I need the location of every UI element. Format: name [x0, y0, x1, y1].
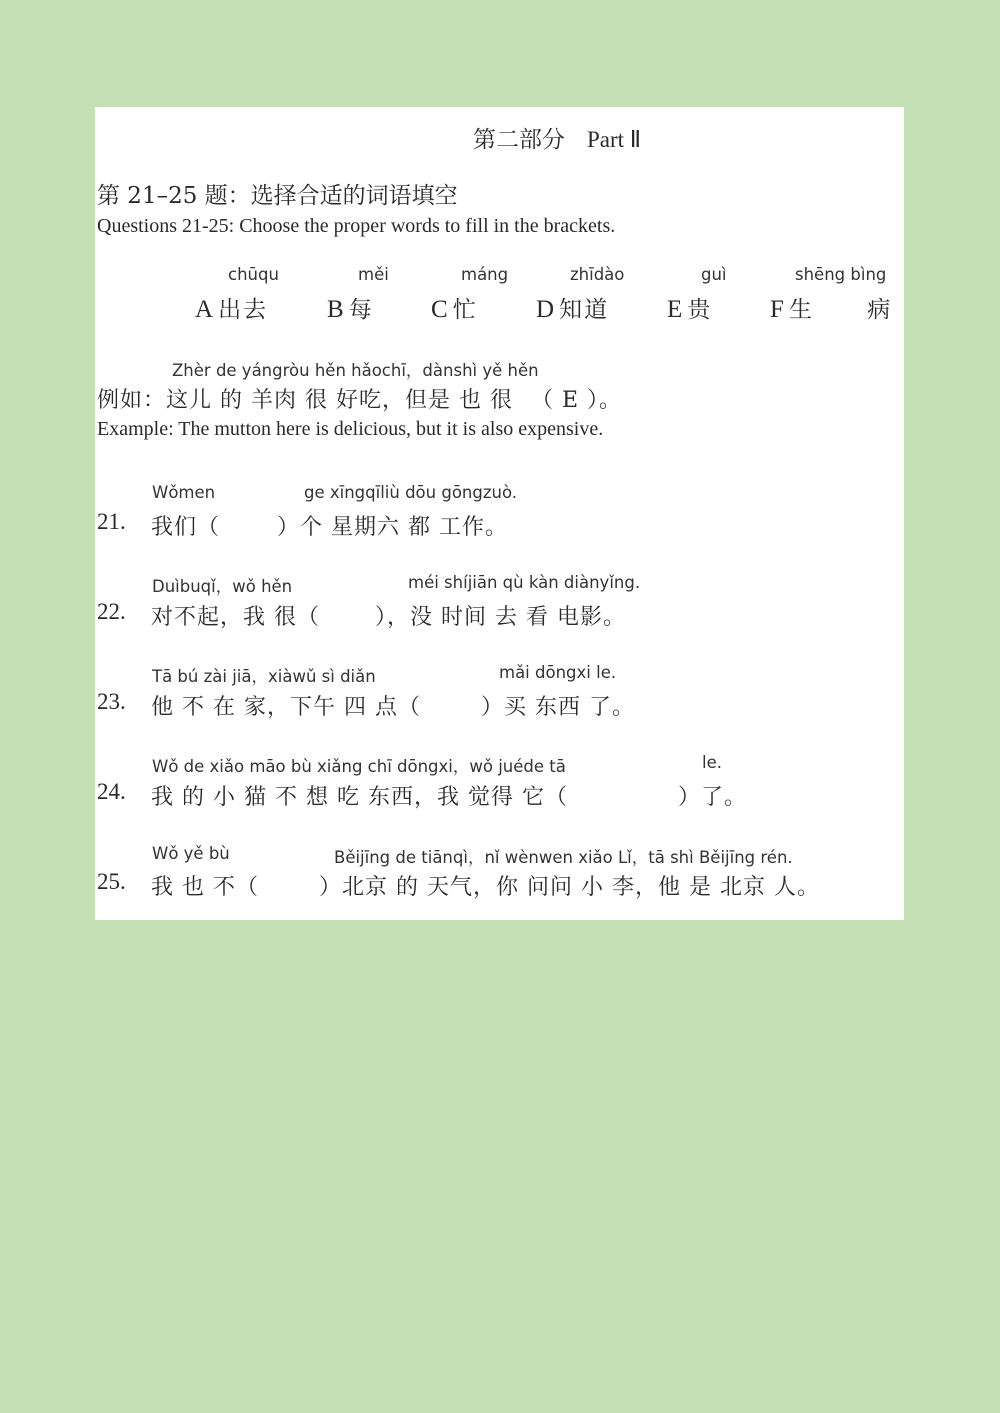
option-d-pinyin: zhīdào: [570, 265, 625, 284]
q21-zh-a: 我们（: [151, 515, 221, 540]
q22-number: 22.: [97, 599, 126, 624]
q23-pinyin-b: mǎi dōngxi le.: [499, 663, 617, 682]
q25-pinyin-b: Běijīng de tiānqì，nǐ wènwen xiǎo Lǐ，tā shì Běijīng rén.: [334, 848, 793, 867]
example-zh: 这儿 的 羊肉 很 好吃，但是 也 很: [166, 388, 513, 413]
option-e-pinyin: guì: [701, 265, 727, 284]
q22-pinyin-a: Duìbuqǐ，wǒ hěn: [152, 577, 293, 596]
q21-pinyin-a: Wǒmen: [152, 483, 216, 502]
option-d-word: 知道: [559, 297, 610, 323]
section-title-zh: 第二部分: [473, 127, 565, 153]
example-answer: （ E ）。: [530, 388, 623, 413]
option-b-word: 每: [348, 297, 374, 323]
q23-zh-b: ）买 东西 了。: [481, 695, 635, 720]
option-c-letter: C: [431, 296, 448, 323]
option-c-word: 忙: [452, 297, 478, 323]
option-f-word: 生 病: [789, 297, 915, 323]
q23-number: 23.: [97, 689, 126, 714]
option-a-word: 出去: [218, 297, 269, 323]
option-f: [770, 291, 914, 324]
instructions-en: Questions 21-25: Choose the proper words to fill in the brackets.: [97, 215, 616, 237]
q24-pinyin-b: le.: [702, 753, 722, 772]
option-b: [327, 291, 374, 324]
q24-pinyin-a: Wǒ de xiǎo māo bù xiǎng chī dōngxi，wǒ juéde tā: [152, 757, 566, 776]
q22-zh-a: 对不起，我 很（: [151, 605, 320, 630]
q21-number: 21.: [97, 509, 126, 534]
q22-zh-b: ），没 时间 去 看 电影。: [375, 605, 626, 630]
option-c: [431, 291, 478, 324]
example-translation: Example: The mutton here is delicious, but it is also expensive.: [97, 418, 604, 440]
option-c-pinyin: máng: [461, 265, 509, 284]
example-pinyin: Zhèr de yángròu hěn hǎochī，dànshì yě hěn: [172, 361, 539, 380]
option-a-letter: A: [195, 296, 214, 323]
q23-zh-a: 他 不 在 家，下午 四 点（: [151, 695, 421, 720]
q24-zh-b: ）了。: [678, 785, 748, 810]
option-a-pinyin: chūqu: [228, 265, 279, 284]
q24-zh-a: 我 的 小 猫 不 想 吃 东西，我 觉得 它（: [151, 785, 568, 810]
section-title: [473, 121, 641, 154]
option-e-letter: E: [667, 296, 683, 323]
option-f-letter: F: [770, 296, 784, 323]
instructions-zh: 第 21–25 题：选择合适的词语填空: [97, 183, 458, 209]
q25-number: 25.: [97, 869, 126, 894]
option-d-letter: D: [536, 296, 555, 323]
q22-pinyin-b: méi shíjiān qù kàn diànyǐng.: [408, 573, 641, 592]
q25-zh-a: 我 也 不（: [151, 875, 259, 900]
example-sentence: [97, 383, 622, 414]
q25-zh-b: ）北京 的 天气，你 问问 小 李，他 是 北京 人。: [319, 875, 820, 900]
option-f-pinyin: shēng bìng: [795, 265, 887, 284]
q25-pinyin-a: Wǒ yě bù: [152, 844, 230, 863]
worksheet-page: [95, 107, 915, 920]
section-title-en: Part Ⅱ: [587, 127, 642, 152]
option-d: [536, 291, 609, 324]
example-label: 例如：: [97, 388, 167, 413]
option-e-word: 贵: [687, 297, 713, 323]
option-b-letter: B: [327, 296, 344, 323]
q21-pinyin-b: ge xīngqīliù dōu gōngzuò.: [304, 483, 518, 502]
option-e: [667, 291, 712, 324]
option-a: [195, 291, 268, 324]
option-b-pinyin: měi: [358, 265, 389, 284]
q21-zh-b: ）个 星期六 都 工作。: [277, 515, 508, 540]
q23-pinyin-a: Tā bú zài jiā，xiàwǔ sì diǎn: [152, 667, 376, 686]
q24-number: 24.: [97, 779, 126, 804]
